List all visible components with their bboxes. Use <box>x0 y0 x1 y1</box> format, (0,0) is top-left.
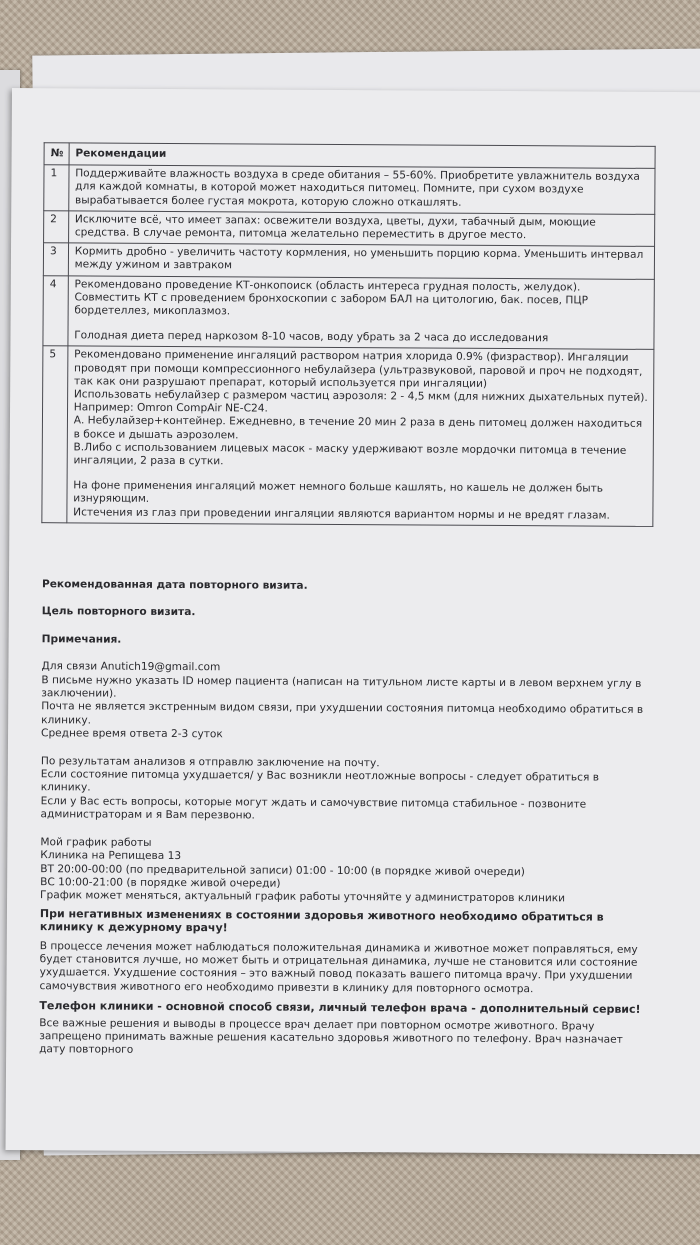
recommendation-paragraph: Рекомендовано применение ингаляций раствором натрия хлорида 0.9% (физраствор). Ингаляции проводят при помощи компрессионного небулайзера (ультразвуковой, паровой и проч не подходят, так как они разрушают препарат, который используется при ингаляции) <box>73 348 643 390</box>
recommendation-paragraph: В.Либо с использованием лицевых масок - маску удерживают возле мордочки питомца в течение ингаляции, 2 раза в сутки. <box>73 441 627 468</box>
table-row <box>44 165 655 214</box>
phone-text: Все важные решения и выводы в процессе врач делает при повторном осмотре животного. Врачу запрещено принимать важные решения касательно здоровья животного по телефону. Врач назначает дату повторного <box>39 1016 623 1057</box>
row-number: 4 <box>43 275 68 346</box>
warning-title: При негативных изменениях в состоянии здоровья животного необходимо обратиться в клинику к дежурному врачу! <box>39 906 604 935</box>
next-visit-date: Рекомендованная дата повторного визита. <box>41 578 308 592</box>
recommendation-paragraph: Поддерживайте влажность воздуха в среде обитания – 55-60%. Приобретите увлажнитель воздуха для каждой комнаты, в которой может находиться питомец. Помните, при сухом воздухе вырабатывается более густая мокрота, которую сложно откашлять. <box>75 167 640 209</box>
row-number: 1 <box>44 165 69 211</box>
contact-line: Среднее время ответа 2-3 суток <box>41 727 223 741</box>
schedule-line: Клиника на Репищева 13 <box>40 849 182 863</box>
table-row <box>43 243 654 279</box>
row-text <box>68 211 654 247</box>
row-text <box>69 165 656 214</box>
column-header-number: № <box>44 143 69 165</box>
warning-text: В процессе лечения может наблюдаться положительная динамика и животное может поправляться, ему будет становится лучше, но может быть и отрицательная динамика, лучше не становится или состояние ухудшается. Ухудшение состояния – это важный повод показать вашего питомца врачу. При ухудшении самочувствия животного его необходимо привезти в клинику для повторного осмотра. <box>39 939 638 995</box>
recommendation-paragraph: Рекомендовано проведение КТ-онкопоиск (область интереса грудная полость, желудок). <box>74 278 581 294</box>
row-number: 3 <box>43 243 68 276</box>
recommendation-paragraph: А. Небулайзер+контейнер. Ежедневно, в течение 20 мин 2 раза в день питомец должен находиться в боксе и дышать аэрозолем. <box>73 414 643 442</box>
row-text <box>67 346 654 526</box>
results-line: Если состояние питомца ухудшается/ у Вас возникли неотложные вопросы - следует обратиться в клинику. <box>40 768 600 794</box>
schedule-line: Мой график работы <box>40 835 152 849</box>
contact-line: Для связи Anutich19@gmail.com <box>41 660 221 674</box>
schedule-line: ВС 10:00-21:00 (в порядке живой очереди) <box>40 876 281 890</box>
row-text <box>68 275 655 349</box>
recommendations-table <box>41 142 655 527</box>
table-row <box>43 275 654 350</box>
notes-section <box>39 578 652 1060</box>
phone-title: Телефон клиники - основной способ связи, личный телефон врача - дополнительный сервис! <box>39 999 641 1017</box>
column-header-recommendations: Рекомендации <box>69 143 655 169</box>
table-row <box>44 211 655 247</box>
recommendation-paragraph: На фоне применения ингаляций может немного больше кашлять, но кашель не должен быть изнуряющим. <box>73 479 604 506</box>
recommendation-paragraph: Кормить дробно - увеличить частоту кормления, но уменьшить порцию корма. Уменьшить интервал между ужином и завтраком <box>74 245 644 272</box>
document-page <box>6 88 700 1154</box>
contact-block <box>41 660 651 744</box>
schedule-line: График может меняться, актуальный график работы уточняйте у администраторов клиники <box>40 889 566 905</box>
recommendation-paragraph: Использовать небулайзер с размером частиц аэрозоля: 2 - 4,5 мкм (для нижних дыхательных путей). <box>73 388 648 404</box>
contact-line: Почта не является экстренным видом связи, при ухудшении состояния питомца необходимо обратиться в клинику. <box>41 700 644 727</box>
results-line: Если у Вас есть вопросы, которые могут ждать и самочувствие питомца стабильное - позвоните администраторам и я Вам перезвоню. <box>40 795 587 822</box>
recommendation-paragraph: Исключите всё, что имеет запах: освежители воздуха, цветы, духи, табачный дым, моющие средства. В случае ремонта, питомца желательно переместить в другое место. <box>74 213 596 242</box>
contact-line: В письме нужно указать ID номер пациента (написан на титульном листе карты и в левом верхнем углу в заключении). <box>41 673 642 700</box>
table-row <box>42 346 654 526</box>
recommendation-paragraph: Например: Omron CompAir NE-C24. <box>73 401 268 415</box>
row-text <box>68 243 654 279</box>
results-block <box>41 755 651 826</box>
recommendation-paragraph: Совместить КТ с проведением бронхоскопии с забором БАЛ на цитологию, бак. посев, ПЦР бордетеллез, микоплазмоз. <box>74 291 589 318</box>
results-line: По результатам анализов я отправлю заключение на почту. <box>40 754 380 769</box>
schedule-block <box>40 836 650 907</box>
schedule-line: ВТ 20:00-00:00 (по предварительной записи) 01:00 - 10:00 (в порядке живой очереди) <box>40 862 525 878</box>
recommendation-paragraph: Голодная диета перед наркозом 8-10 часов, воду убрать за 2 часа до исследования <box>74 329 549 345</box>
row-number: 2 <box>44 211 69 244</box>
row-number: 5 <box>42 346 68 523</box>
recommendation-paragraph: Истечения из глаз при проведении ингаляции являются вариантом нормы и не вредят глазам. <box>73 506 610 522</box>
next-visit-goal: Цель повторного визита. <box>41 605 196 619</box>
remarks-title: Примечания. <box>41 633 122 646</box>
